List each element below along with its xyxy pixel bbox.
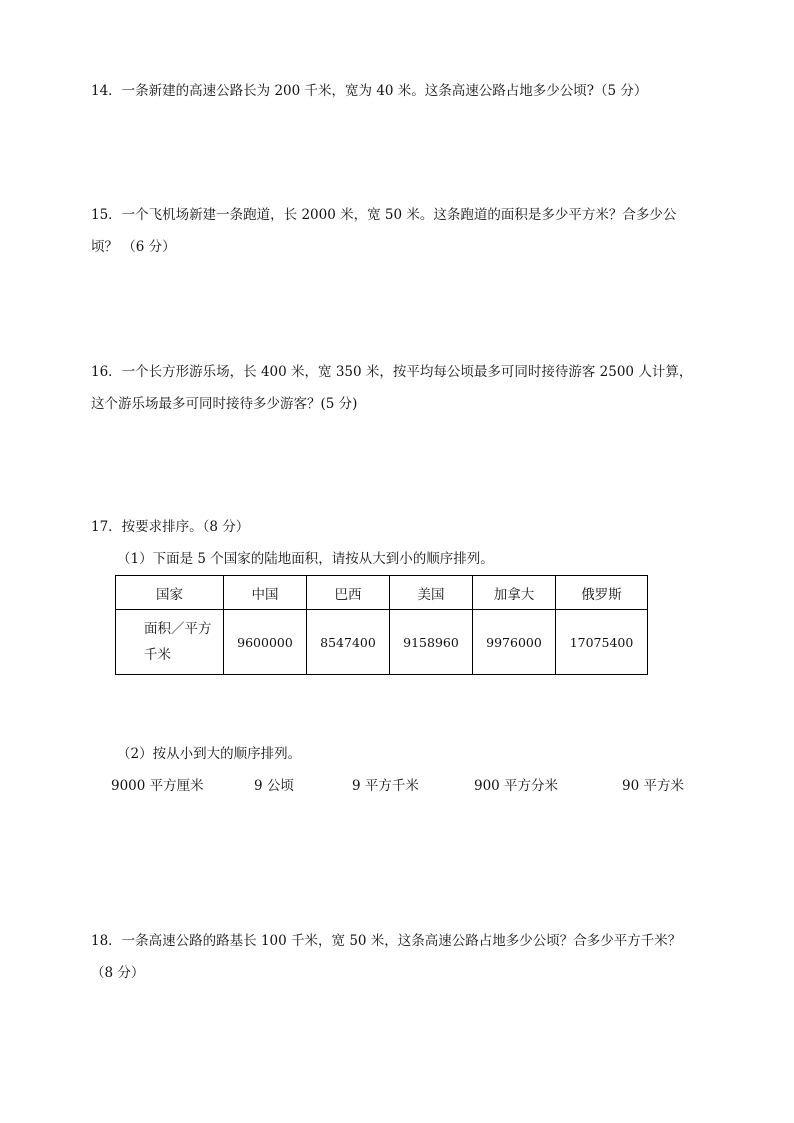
- question-16-text-line2: 这个游乐场最多可同时接待多少游客？(5 分): [91, 396, 358, 412]
- table-cell: 17075400: [556, 610, 648, 675]
- table-row: [116, 610, 648, 675]
- unit-item: 9 平方千米: [352, 778, 419, 794]
- table-cell: 8547400: [307, 610, 390, 675]
- question-15-text-line2: 顷？ （6 分）: [91, 239, 176, 255]
- question-17-part2-text: （2）按从小到大的顺序排列。: [117, 746, 302, 762]
- table-header-cell: 巴西: [307, 576, 390, 610]
- table-header-cell: 中国: [224, 576, 307, 610]
- question-17-part1-text: （1）下面是 5 个国家的陆地面积，请按从大到小的顺序排列。: [117, 551, 494, 567]
- country-area-table: [115, 575, 648, 675]
- table-header-cell: 加拿大: [473, 576, 556, 610]
- unit-item: 9000 平方厘米: [111, 778, 204, 794]
- table-header-row: [116, 576, 648, 610]
- table-cell: 9976000: [473, 610, 556, 675]
- table-row-label: 面积／平方千米: [116, 610, 224, 675]
- unit-item: 900 平方分米: [474, 778, 559, 794]
- question-15-text-line1: 15．一个飞机场新建一条跑道，长 2000 米，宽 50 米。这条跑道的面积是多少平方米？合多少公: [91, 207, 677, 223]
- unit-item: 9 公顷: [254, 778, 294, 794]
- question-17-title: 17．按要求排序。（8 分）: [91, 519, 250, 535]
- question-18-text-line2: （8 分）: [91, 965, 145, 981]
- table-header-label: 国家: [116, 576, 224, 610]
- question-14-text: 14．一条新建的高速公路长为 200 千米，宽为 40 米。这条高速公路占地多少公顷?（5 分）: [91, 83, 648, 99]
- unit-item: 90 平方米: [622, 778, 684, 794]
- question-16-text-line1: 16．一个长方形游乐场，长 400 米，宽 350 米，按平均每公顷最多可同时接待游客 2500 人计算，: [91, 364, 693, 380]
- table-cell: 9600000: [224, 610, 307, 675]
- question-18-text-line1: 18．一条高速公路的路基长 100 千米，宽 50 米，这条高速公路占地多少公顷？合多少平方千米？: [91, 933, 682, 949]
- table-header-cell: 俄罗斯: [556, 576, 648, 610]
- table-cell: 9158960: [390, 610, 473, 675]
- table-header-cell: 美国: [390, 576, 473, 610]
